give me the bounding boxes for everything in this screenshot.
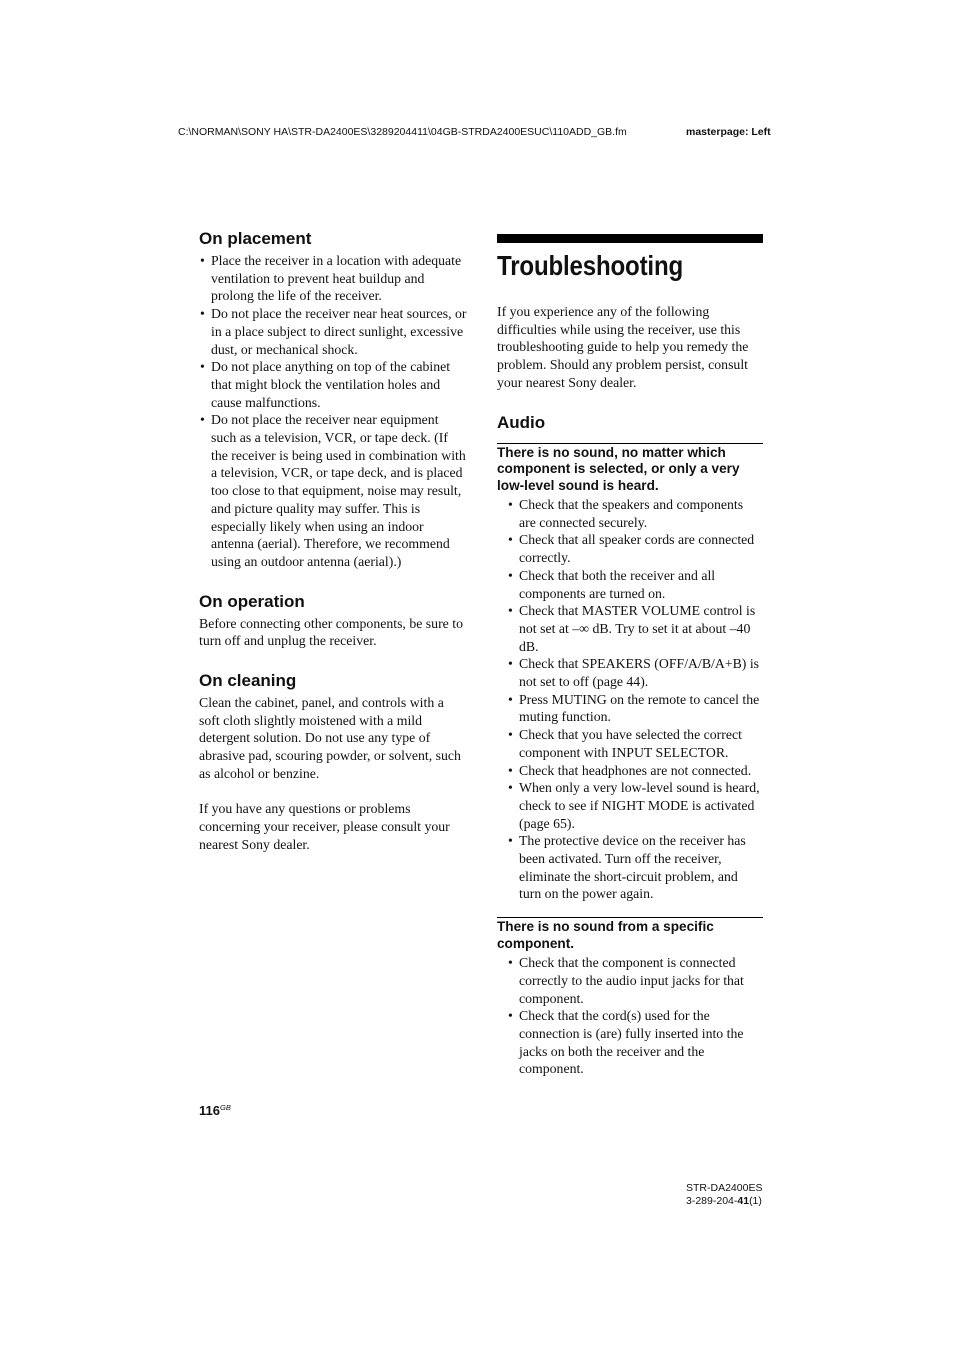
list-item: • Do not place anything on top of the cabinet that might block the ventilation holes and cause malfunctions. [199,358,467,411]
divider [497,443,763,444]
list-item: • Check that both the receiver and all components are turned on. [507,567,763,602]
list-item: • Check that the component is connected correctly to the audio input jacks for that component. [507,954,763,1007]
list-item: • Press MUTING on the remote to cancel the muting function. [507,691,763,726]
list-item: • Do not place the receiver near heat sources, or in a place subject to direct sunlight, excessive dust, or mechanical shock. [199,305,467,358]
list-item: • When only a very low-level sound is heard, check to see if NIGHT MODE is activated (page 65). [507,779,763,832]
operation-heading: On operation [199,591,305,611]
placement-heading: On placement [199,229,312,248]
list-item: • Do not place the receiver near equipment such as a television, VCR, or tape deck. (If the receiver is being used in combination with a television, VCR, or tape deck, and is placed too close to that equipment, noise may result, and picture quality may suffer. This is especially likely when using an indoor antenna (aerial). Therefore, we recommend using an outdoor antenna (aerial).) [199,411,467,570]
list-item: • Check that the cord(s) used for the connection is (are) fully inserted into the jacks on both the receiver and the component. [507,1007,763,1078]
problem-heading: There is no sound from a specific component. [497,919,714,951]
page-number-value: 116 [199,1103,220,1118]
problem-list [497,954,763,1078]
placement-list [199,252,467,571]
right-column [497,228,763,1078]
title-bar [497,234,763,243]
list-item: • Check that the speakers and components are connected securely. [507,496,763,531]
divider [497,917,763,918]
list-item: • The protective device on the receiver has been activated. Turn off the receiver, eliminate the short-circuit problem, and turn on the power again. [507,832,763,903]
list-item: • Check that headphones are not connected. [507,762,763,780]
list-item: • Check that all speaker cords are connected correctly. [507,531,763,566]
footer-model: STR-DA2400ES [686,1182,763,1194]
header-masterpage: masterpage: Left [686,126,771,138]
cleaning-text: Clean the cabinet, panel, and controls with a soft cloth slightly moistened with a mild detergent solution. Do not use any type of abrasive pad, scouring powder, or solvent, such as alcohol or benzine. [199,695,461,781]
list-item: • Check that you have selected the correct component with INPUT SELECTOR. [507,726,763,761]
page-title: Troubleshooting [497,250,684,281]
header-file-path: C:\NORMAN\SONY HA\STR-DA2400ES\3289204411\04GB-STRDA2400ESUC\110ADD_GB.fm [178,126,627,138]
list-item: • Check that MASTER VOLUME control is not set at –∞ dB. Try to set it at about –40 dB. [507,602,763,655]
list-item: • Check that SPEAKERS (OFF/A/B/A+B) is not set to off (page 44). [507,655,763,690]
page-number-suffix: GB [219,1103,231,1112]
intro-text: If you experience any of the following difficulties while using the receiver, use this troubleshooting guide to help you remedy the problem. Should any problem persist, consult your nearest Sony dealer. [497,304,749,390]
closing-text: If you have any questions or problems concerning your receiver, please consult your nearest Sony dealer. [199,801,450,852]
problem-heading: There is no sound, no matter which component is selected, or only a very low-level sound is heard. [497,444,740,493]
footer-code-bold: 41 [737,1194,750,1207]
footer-code-suffix: (1) [749,1194,762,1207]
list-item: • Place the receiver in a location with adequate ventilation to prevent heat buildup and prolong the life of the receiver. [199,252,467,305]
cleaning-heading: On cleaning [199,671,297,691]
footer-code-prefix: 3-289-204- [686,1194,738,1207]
audio-heading: Audio [497,412,546,432]
operation-text: Before connecting other components, be sure to turn off and unplug the receiver. [199,615,463,649]
page-number [199,1103,231,1118]
left-column [199,228,467,853]
footer-code [686,1195,762,1208]
footer [686,1182,762,1207]
problem-list [497,496,763,903]
